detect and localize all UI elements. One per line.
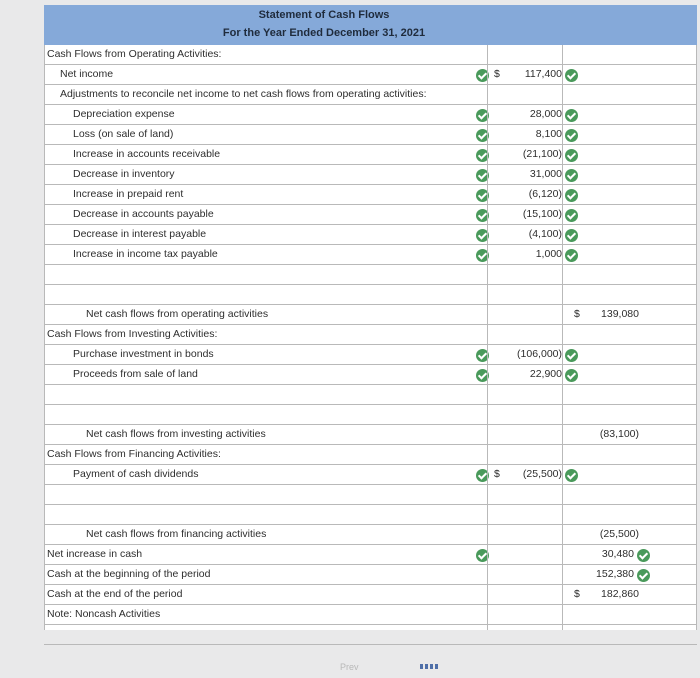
row-label: Net cash flows from investing activities — [86, 428, 266, 440]
check-icon — [637, 549, 650, 562]
amount-field[interactable]: (25,500) — [522, 468, 562, 480]
row-label: Increase in income tax payable — [73, 248, 218, 260]
row-label: Purchase investment in bonds — [73, 348, 214, 360]
table-row — [44, 505, 697, 525]
amount-field[interactable]: (15,100) — [522, 208, 562, 220]
table-row — [44, 345, 697, 365]
row-label: Increase in prepaid rent — [73, 188, 184, 200]
row-label: Net increase in cash — [47, 548, 143, 560]
check-icon — [565, 369, 578, 382]
table-row — [44, 305, 697, 325]
check-icon — [565, 129, 578, 142]
row-label: Cash at the end of the period — [47, 588, 183, 600]
row-label: Decrease in interest payable — [73, 228, 207, 240]
currency-symbol: $ — [574, 588, 580, 600]
table-row — [44, 485, 697, 505]
total-amount-field[interactable]: 182,860 — [601, 588, 639, 600]
table-row — [44, 465, 697, 485]
table-row — [44, 365, 697, 385]
cash-flow-worksheet — [44, 5, 697, 630]
currency-symbol: $ — [494, 68, 500, 80]
amount-field[interactable]: 31,000 — [529, 168, 562, 180]
check-icon — [565, 169, 578, 182]
table-row — [44, 245, 697, 265]
table-row — [44, 85, 697, 105]
amount-field[interactable]: (106,000) — [517, 348, 562, 360]
total-amount-field[interactable]: (25,500) — [599, 528, 639, 540]
check-icon — [565, 229, 578, 242]
table-row — [44, 605, 697, 625]
amount-field[interactable]: 1,000 — [535, 248, 562, 260]
row-label: Cash Flows from Financing Activities: — [47, 448, 221, 460]
check-icon — [565, 469, 578, 482]
row-label: Decrease in accounts payable — [73, 208, 214, 220]
table-row — [44, 385, 697, 405]
table-row — [44, 625, 697, 645]
row-label: Cash Flows from Investing Activities: — [47, 328, 218, 340]
amount-field[interactable]: 117,400 — [524, 68, 562, 80]
total-amount-field[interactable]: 30,480 — [601, 548, 634, 560]
check-icon — [565, 189, 578, 202]
table-row — [44, 105, 697, 125]
amount-field[interactable]: 28,000 — [529, 108, 562, 120]
check-icon — [565, 109, 578, 122]
grid-line — [696, 45, 697, 630]
row-label: Net cash flows from operating activities — [86, 308, 269, 320]
statement-subtitle: For the Year Ended December 31, 2021 — [222, 27, 426, 39]
row-label: Cash Flows from Operating Activities: — [47, 48, 222, 60]
currency-symbol: $ — [494, 468, 500, 480]
amount-field[interactable]: (21,100) — [522, 148, 562, 160]
statement-title: Statement of Cash Flows — [258, 9, 390, 21]
table-row — [44, 165, 697, 185]
table-row — [44, 145, 697, 165]
grid-line — [562, 45, 563, 630]
table-row — [44, 125, 697, 145]
check-icon — [637, 569, 650, 582]
row-label: Cash at the beginning of the period — [47, 568, 211, 580]
table-row — [44, 405, 697, 425]
check-icon — [565, 349, 578, 362]
table-row — [44, 525, 697, 545]
table-row — [44, 205, 697, 225]
check-icon — [565, 249, 578, 262]
table-row — [44, 265, 697, 285]
row-label: Increase in accounts receivable — [73, 148, 221, 160]
table-row — [44, 545, 697, 565]
total-amount-field[interactable]: 152,380 — [596, 568, 634, 580]
more-icon[interactable] — [420, 664, 440, 669]
row-label: Net cash flows from financing activities — [86, 528, 267, 540]
table-row — [44, 325, 697, 345]
row-label: Note: Noncash Activities — [47, 608, 161, 620]
table-row — [44, 225, 697, 245]
table-row — [44, 185, 697, 205]
table-row — [44, 45, 697, 65]
amount-field[interactable]: (4,100) — [528, 228, 562, 240]
currency-symbol: $ — [574, 308, 580, 320]
row-label: Decrease in inventory — [73, 168, 175, 180]
table-row — [44, 285, 697, 305]
grid-line — [44, 45, 45, 630]
prev-link[interactable]: Prev — [340, 662, 359, 672]
total-amount-field[interactable]: (83,100) — [599, 428, 639, 440]
row-label: Depreciation expense — [73, 108, 175, 120]
table-row — [44, 565, 697, 585]
amount-field[interactable]: (6,120) — [528, 188, 562, 200]
table-row — [44, 445, 697, 465]
total-amount-field[interactable]: 139,080 — [601, 308, 639, 320]
table-row — [44, 425, 697, 445]
row-label: Proceeds from sale of land — [73, 368, 198, 380]
statement-header — [44, 5, 697, 45]
check-icon — [565, 209, 578, 222]
row-label: Loss (on sale of land) — [73, 128, 174, 140]
table-row — [44, 65, 697, 85]
grid-line — [487, 45, 488, 630]
check-icon — [565, 69, 578, 82]
row-label: Payment of cash dividends — [73, 468, 199, 480]
row-label: Net income — [60, 68, 114, 80]
check-icon — [565, 149, 578, 162]
row-label: Adjustments to reconcile net income to net cash flows from operating activities: — [60, 88, 427, 100]
amount-field[interactable]: 8,100 — [535, 128, 562, 140]
amount-field[interactable]: 22,900 — [529, 368, 562, 380]
table-row — [44, 585, 697, 605]
